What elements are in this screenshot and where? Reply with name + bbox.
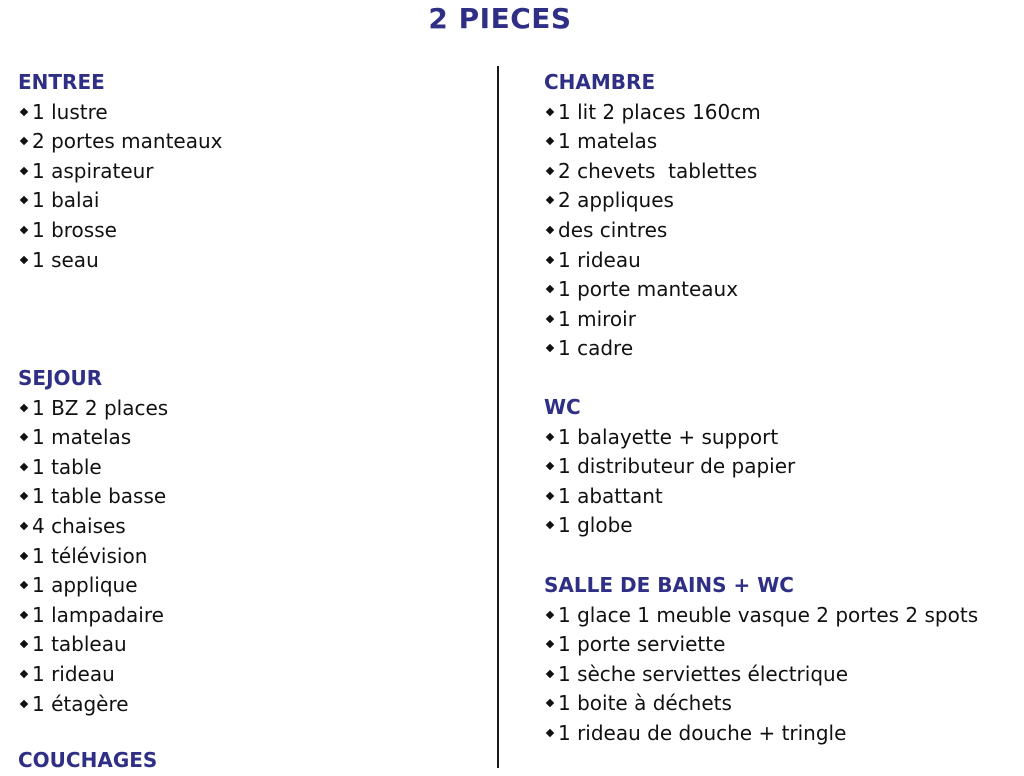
list-item xyxy=(544,98,761,128)
list-item-label: 2 portes manteaux xyxy=(32,129,223,154)
section-heading-couchages: COUCHAGES xyxy=(18,748,158,772)
list-item-label: 1 porte manteaux xyxy=(558,277,739,302)
list-item xyxy=(544,689,978,719)
list-item-label: 2 chevets tablettes xyxy=(558,158,758,183)
list-item-label: 4 chaises xyxy=(32,513,126,538)
list-item xyxy=(544,630,978,660)
section-wc xyxy=(544,393,795,541)
list-item-label: 1 porte serviette xyxy=(558,632,726,657)
list-item xyxy=(544,127,761,157)
list-item-label: 1 balayette + support xyxy=(558,424,779,449)
list-item-label: 1 abattant xyxy=(558,483,663,508)
list-item xyxy=(18,127,223,157)
list-item-label: 1 rideau xyxy=(32,661,115,686)
bullet-icon xyxy=(546,107,554,115)
list-item-label: des cintres xyxy=(558,217,668,242)
list-item xyxy=(18,98,223,128)
bullet-icon xyxy=(20,403,28,411)
list-item xyxy=(18,690,168,720)
list-item-label: 1 aspirateur xyxy=(32,158,154,183)
section-heading-salle-de-bains: SALLE DE BAINS + WC xyxy=(544,573,794,597)
list-item xyxy=(544,334,761,364)
bullet-icon xyxy=(20,167,28,175)
list-item-label: 1 rideau de douche + tringle xyxy=(558,720,847,745)
list-item-label: 1 globe xyxy=(558,513,633,538)
bullet-icon xyxy=(546,492,554,500)
bullet-icon xyxy=(546,226,554,234)
list-item-label: 1 distributeur de papier xyxy=(558,454,796,479)
bullet-icon xyxy=(546,196,554,204)
list-item xyxy=(18,216,223,246)
list-item-label: 1 cadre xyxy=(558,336,634,361)
list-item xyxy=(18,246,223,276)
list-item xyxy=(544,423,795,453)
section-chambre xyxy=(544,68,761,364)
bullet-icon xyxy=(546,729,554,737)
section-heading-wc: WC xyxy=(544,395,581,419)
list-item xyxy=(18,186,223,216)
list-item-label: 1 applique xyxy=(32,573,138,598)
list-item-label: 1 BZ 2 places xyxy=(32,395,169,420)
list-item-label: 1 glace 1 meuble vasque 2 portes 2 spots xyxy=(558,602,979,627)
bullet-icon xyxy=(20,137,28,145)
bullet-icon xyxy=(546,521,554,529)
list-item xyxy=(544,305,761,335)
page-title: 2 PIECES xyxy=(428,2,572,35)
bullet-icon xyxy=(546,640,554,648)
bullet-icon xyxy=(546,255,554,263)
list-item-label: 1 miroir xyxy=(558,306,636,331)
list-item xyxy=(544,719,978,749)
bullet-icon xyxy=(546,699,554,707)
list-item-label: 1 tableau xyxy=(32,632,127,657)
section-sejour xyxy=(18,364,168,719)
list-item xyxy=(544,157,761,187)
bullet-icon xyxy=(546,167,554,175)
section-heading-chambre: CHAMBRE xyxy=(544,70,656,94)
list-item-label: 1 table xyxy=(32,454,102,479)
list-item xyxy=(18,157,223,187)
list-item xyxy=(18,571,168,601)
list-item-label: 1 seau xyxy=(32,247,99,272)
list-item-label: 1 lampadaire xyxy=(32,602,164,627)
list-item-label: 1 lit 2 places 160cm xyxy=(558,99,761,124)
list-item-label: 1 étagère xyxy=(32,691,129,716)
list-item-label: 1 sèche serviettes électrique xyxy=(558,661,849,686)
list-item-label: 1 boite à déchets xyxy=(558,691,732,716)
list-item xyxy=(18,601,168,631)
list-item xyxy=(18,512,168,542)
list-item xyxy=(544,482,795,512)
bullet-icon xyxy=(546,344,554,352)
section-heading-sejour: SEJOUR xyxy=(18,366,103,390)
bullet-icon xyxy=(546,137,554,145)
list-item xyxy=(18,482,168,512)
list-item xyxy=(18,542,168,572)
section-entree xyxy=(18,68,223,275)
bullet-icon xyxy=(20,699,28,707)
bullet-icon xyxy=(20,226,28,234)
list-item xyxy=(544,601,978,631)
list-item xyxy=(18,660,168,690)
list-item xyxy=(544,246,761,276)
bullet-icon xyxy=(546,432,554,440)
list-item xyxy=(544,186,761,216)
list-item xyxy=(18,453,168,483)
bullet-icon xyxy=(20,255,28,263)
list-item-label: 1 matelas xyxy=(558,129,658,154)
list-item-label: 1 matelas xyxy=(32,425,132,450)
bullet-icon xyxy=(20,640,28,648)
list-item xyxy=(544,660,978,690)
bullet-icon xyxy=(20,463,28,471)
bullet-icon xyxy=(20,581,28,589)
list-item xyxy=(18,630,168,660)
bullet-icon xyxy=(546,315,554,323)
list-item xyxy=(18,394,168,424)
section-salle-de-bains xyxy=(544,571,978,749)
column-divider xyxy=(497,66,499,768)
list-item xyxy=(544,275,761,305)
bullet-icon xyxy=(20,522,28,530)
bullet-icon xyxy=(546,285,554,293)
list-item-label: 2 appliques xyxy=(558,188,674,213)
bullet-icon xyxy=(20,196,28,204)
list-item-label: 1 lustre xyxy=(32,99,108,124)
bullet-icon xyxy=(20,551,28,559)
bullet-icon xyxy=(20,433,28,441)
bullet-icon xyxy=(546,610,554,618)
bullet-icon xyxy=(20,611,28,619)
bullet-icon xyxy=(20,107,28,115)
list-item-label: 1 brosse xyxy=(32,217,117,242)
list-item xyxy=(544,511,795,541)
bullet-icon xyxy=(546,462,554,470)
section-heading-entree: ENTREE xyxy=(18,70,105,94)
list-item-label: 1 balai xyxy=(32,188,100,213)
bullet-icon xyxy=(20,492,28,500)
list-item-label: 1 télévision xyxy=(32,543,148,568)
list-item-label: 1 table basse xyxy=(32,484,167,509)
section-couchages xyxy=(18,746,157,776)
list-item xyxy=(544,452,795,482)
list-item xyxy=(18,423,168,453)
bullet-icon xyxy=(546,670,554,678)
bullet-icon xyxy=(20,670,28,678)
list-item xyxy=(544,216,761,246)
list-item-label: 1 rideau xyxy=(558,247,641,272)
